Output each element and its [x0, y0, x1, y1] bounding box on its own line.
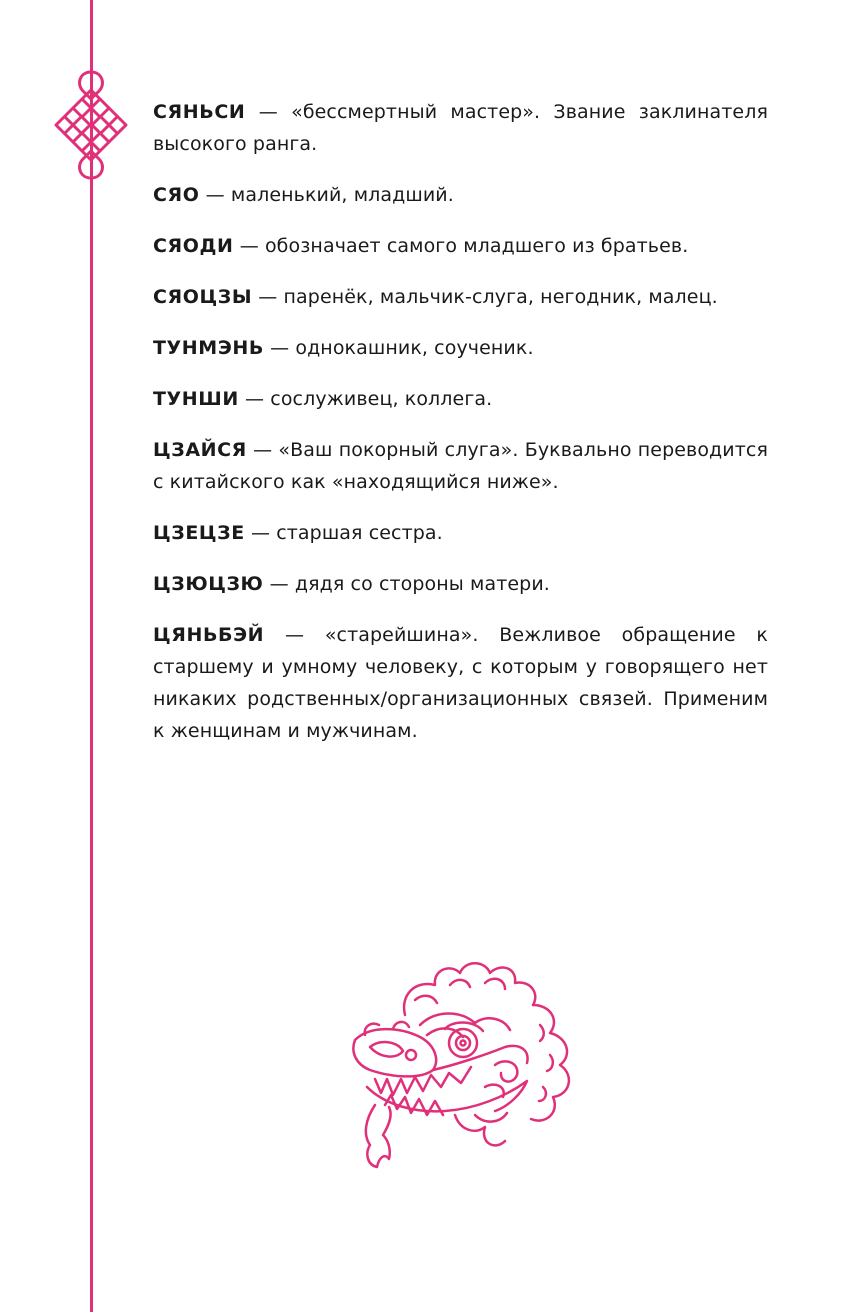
glossary-definition: однокашник, соученик. [295, 337, 534, 359]
glossary-definition: обозначает самого младшего из братьев. [264, 235, 689, 257]
glossary-definition: маленький, младший. [230, 184, 454, 206]
glossary-term: ЦЯНЬБЭЙ [153, 624, 265, 646]
glossary-entry: ЦЗЕЦЗЕ — старшая сестра. [153, 522, 443, 544]
glossary-term: СЯНЬСИ [153, 101, 246, 123]
glossary-entry: ЦЯНЬБЭЙ — «старейшина». Вежливое обращение к старшему и умному человеку, с которым у говорящего нет никаких родственных/организационных связей. Применим к женщинам и мужчинам. [153, 624, 768, 742]
glossary-entry: СЯОЦЗЫ — паренёк, мальчик-слуга, негодник, малец. [153, 286, 718, 308]
glossary-entry: ЦЗЮЦЗЮ — дядя со стороны матери. [153, 573, 550, 595]
glossary-entry: СЯНЬСИ — «бессмертный мастер». Звание заклинателя высокого ранга. [153, 101, 768, 155]
glossary-term: ТУНМЭНЬ [153, 337, 264, 359]
glossary-term: ЦЗЮЦЗЮ [153, 573, 264, 595]
glossary-definition: старшая сестра. [276, 522, 443, 544]
glossary-entry: ЦЗАЙСЯ — «Ваш покорный слуга». Буквально переводится с китайского как «находящийся ниже». [153, 439, 768, 493]
glossary-definition: «старейшина». Вежливое обращение к старшему и умному человеку, с которым у говорящего нет никаких родственных/организационных связей. Применим к женщинам и мужчинам. [153, 624, 768, 742]
glossary-term: СЯОЦЗЫ [153, 286, 253, 308]
glossary-entry: СЯО — маленький, младший. [153, 184, 454, 206]
glossary-definition: сослуживец, коллега. [270, 388, 493, 410]
glossary-entry: ТУНШИ — сослуживец, коллега. [153, 388, 493, 410]
glossary-term: СЯОДИ [153, 235, 234, 257]
dragon-head-icon [345, 955, 585, 1185]
glossary-term: СЯО [153, 184, 200, 206]
glossary-list [153, 96, 768, 766]
glossary-term: ЦЗАЙСЯ [153, 439, 247, 461]
glossary-definition: «Ваш покорный слуга». Буквально переводится с китайского как «находящийся ниже». [153, 439, 768, 493]
vertical-rule [90, 0, 93, 1312]
glossary-definition: паренёк, мальчик-слуга, негодник, малец. [283, 286, 718, 308]
endless-knot-icon [50, 64, 132, 186]
glossary-definition: «бессмертный мастер». Звание заклинателя высокого ранга. [153, 101, 768, 155]
glossary-term: ТУНШИ [153, 388, 239, 410]
glossary-entry: ТУНМЭНЬ — однокашник, соученик. [153, 337, 534, 359]
glossary-entry: СЯОДИ — обозначает самого младшего из братьев. [153, 235, 689, 257]
glossary-definition: дядя со стороны матери. [294, 573, 550, 595]
glossary-term: ЦЗЕЦЗЕ [153, 522, 245, 544]
